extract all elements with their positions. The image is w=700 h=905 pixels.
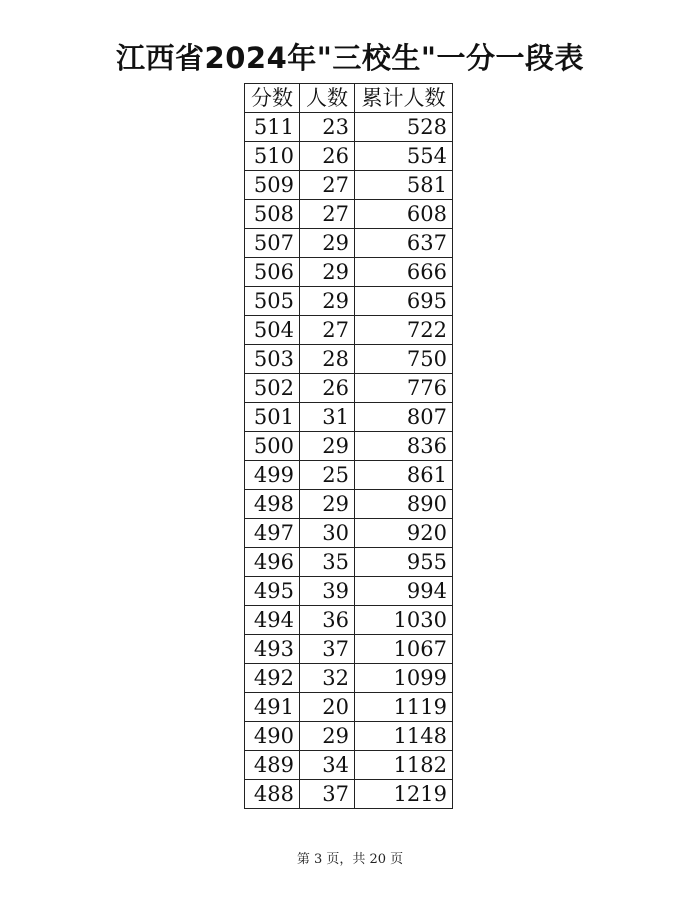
table-header-row [245,84,453,113]
cell-cumulative: 528 [355,113,453,142]
cell-count: 29 [300,229,355,258]
cell-count: 39 [300,577,355,606]
cell-count: 36 [300,606,355,635]
cell-cumulative: 776 [355,374,453,403]
cell-cumulative: 861 [355,461,453,490]
cell-cumulative: 1099 [355,664,453,693]
table-row [245,374,453,403]
table-row [245,577,453,606]
cell-cumulative: 666 [355,258,453,287]
table-row [245,635,453,664]
score-distribution-table [244,83,453,809]
table-row [245,751,453,780]
header-count: 人数 [300,84,355,113]
cell-score: 500 [245,432,300,461]
cell-cumulative: 836 [355,432,453,461]
page-footer: 第 3 页，共 20 页 [296,852,404,867]
cell-cumulative: 722 [355,316,453,345]
cell-score: 496 [245,548,300,577]
cell-count: 27 [300,316,355,345]
cell-count: 29 [300,722,355,751]
table-row [245,461,453,490]
header-cumulative: 累计人数 [355,84,453,113]
table-row [245,519,453,548]
table-row [245,606,453,635]
cell-cumulative: 1030 [355,606,453,635]
table-row [245,780,453,809]
cell-count: 20 [300,693,355,722]
cell-score: 510 [245,142,300,171]
cell-cumulative: 581 [355,171,453,200]
table-body [245,113,453,809]
cell-cumulative: 608 [355,200,453,229]
cell-cumulative: 994 [355,577,453,606]
cell-score: 490 [245,722,300,751]
cell-cumulative: 750 [355,345,453,374]
table-row [245,403,453,432]
cell-score: 505 [245,287,300,316]
table-row [245,722,453,751]
cell-cumulative: 920 [355,519,453,548]
cell-count: 31 [300,403,355,432]
cell-cumulative: 807 [355,403,453,432]
table-row [245,316,453,345]
table-row [245,287,453,316]
cell-count: 23 [300,113,355,142]
cell-count: 29 [300,287,355,316]
cell-score: 502 [245,374,300,403]
table-row [245,113,453,142]
cell-cumulative: 890 [355,490,453,519]
cell-score: 507 [245,229,300,258]
cell-cumulative: 1148 [355,722,453,751]
cell-score: 492 [245,664,300,693]
cell-score: 494 [245,606,300,635]
cell-count: 29 [300,258,355,287]
table-row [245,664,453,693]
cell-cumulative: 695 [355,287,453,316]
table-row [245,345,453,374]
cell-cumulative: 955 [355,548,453,577]
cell-score: 509 [245,171,300,200]
table-row [245,548,453,577]
cell-score: 511 [245,113,300,142]
cell-score: 499 [245,461,300,490]
cell-count: 27 [300,200,355,229]
cell-cumulative: 1067 [355,635,453,664]
cell-count: 35 [300,548,355,577]
cell-score: 501 [245,403,300,432]
cell-count: 29 [300,490,355,519]
table-row [245,258,453,287]
cell-count: 29 [300,432,355,461]
cell-count: 34 [300,751,355,780]
cell-score: 495 [245,577,300,606]
cell-count: 28 [300,345,355,374]
cell-count: 26 [300,142,355,171]
cell-count: 32 [300,664,355,693]
cell-score: 508 [245,200,300,229]
cell-count: 37 [300,635,355,664]
cell-count: 37 [300,780,355,809]
cell-score: 491 [245,693,300,722]
table-row [245,200,453,229]
page-title: 江西省2024年"三校生"一分一段表 [116,41,584,75]
table-row [245,142,453,171]
cell-score: 493 [245,635,300,664]
table-row [245,229,453,258]
table-row [245,490,453,519]
cell-count: 30 [300,519,355,548]
table-row [245,693,453,722]
cell-count: 26 [300,374,355,403]
cell-score: 497 [245,519,300,548]
cell-cumulative: 637 [355,229,453,258]
cell-score: 488 [245,780,300,809]
cell-cumulative: 1219 [355,780,453,809]
cell-cumulative: 554 [355,142,453,171]
cell-cumulative: 1119 [355,693,453,722]
cell-score: 498 [245,490,300,519]
cell-cumulative: 1182 [355,751,453,780]
cell-score: 504 [245,316,300,345]
table-row [245,171,453,200]
cell-score: 489 [245,751,300,780]
cell-score: 503 [245,345,300,374]
cell-count: 25 [300,461,355,490]
cell-count: 27 [300,171,355,200]
table-row [245,432,453,461]
header-score: 分数 [245,84,300,113]
cell-score: 506 [245,258,300,287]
